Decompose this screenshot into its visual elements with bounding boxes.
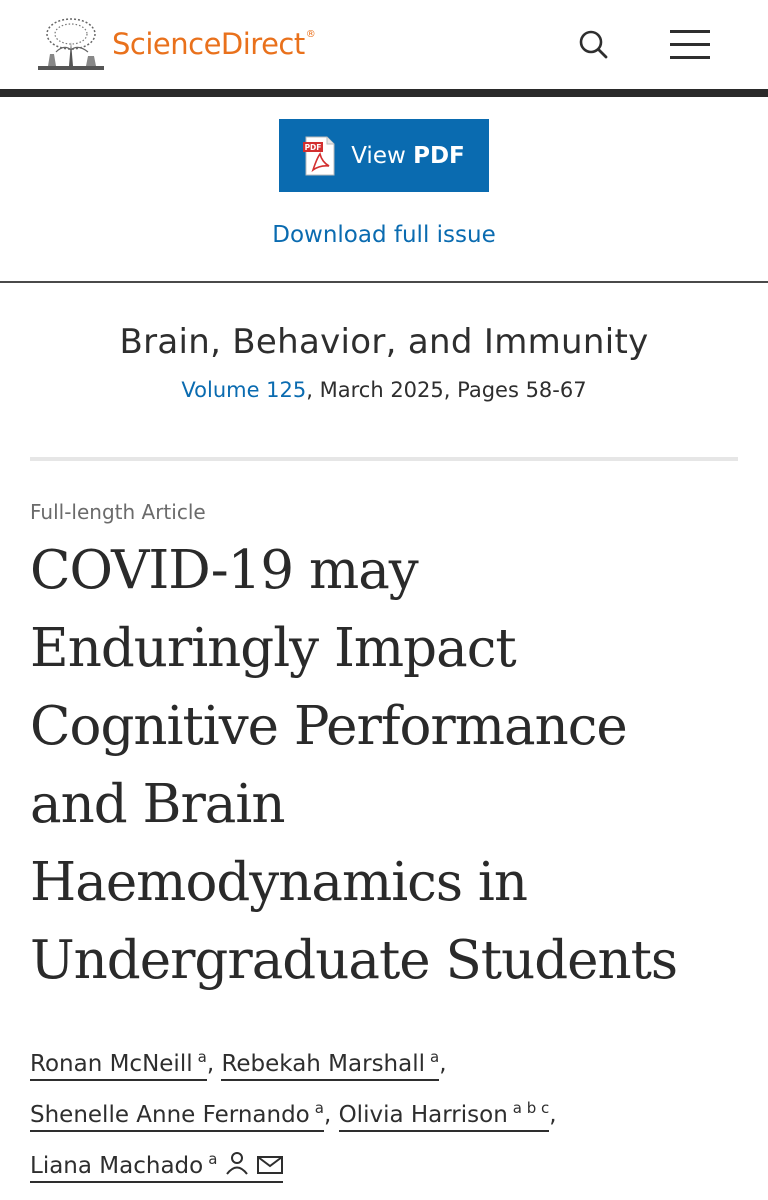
article-title <box>30 532 738 1000</box>
journal-divider <box>30 457 738 461</box>
affiliation-marker: a <box>430 1048 440 1066</box>
article-type-label: Full-length Article <box>30 500 206 524</box>
view-pdf-label: View PDF <box>351 142 465 169</box>
title-line: Cognitive Performance <box>30 696 627 757</box>
section-divider <box>0 281 768 283</box>
author-list: Ronan McNeill $^a$, Rebekah Marshall $^a$, Shenelle Anne Fernando $^a$, Olivia Harrison $^{a b c}$, Liana Machado $^a$ <box>30 1035 738 1188</box>
pdf-file-icon <box>303 136 337 176</box>
brand-name[interactable]: ScienceDirect® <box>112 27 316 61</box>
affiliation-marker: a <box>197 1048 207 1066</box>
journal-title[interactable]: Brain, Behavior, and Immunity <box>119 322 649 362</box>
volume-link[interactable]: Volume 125 <box>181 378 307 402</box>
author-link[interactable]: Rebekah Marshall $^a$ <box>221 1051 439 1081</box>
pdf-icon-text: PDF <box>304 142 322 152</box>
elsevier-tree-icon[interactable] <box>36 14 106 74</box>
person-icon <box>225 1151 249 1175</box>
affiliation-marker: a b c <box>512 1099 550 1117</box>
menu-button[interactable] <box>664 24 716 66</box>
title-line: Haemodynamics in <box>30 852 527 913</box>
affiliation-marker: a <box>208 1150 218 1168</box>
author-link[interactable]: Ronan McNeill $^a$ <box>30 1051 207 1081</box>
view-pdf-button[interactable] <box>279 119 489 192</box>
author-link[interactable]: Olivia Harrison $^{a b c}$ <box>339 1102 550 1132</box>
download-full-issue-link[interactable]: Download full issue <box>272 222 496 248</box>
envelope-icon <box>257 1155 283 1175</box>
issue-details: , March 2025, Pages 58-67 <box>306 378 587 402</box>
search-icon <box>574 24 614 66</box>
title-line: Undergraduate Students <box>30 930 678 991</box>
hamburger-menu-icon <box>664 24 716 66</box>
search-button[interactable] <box>574 24 614 66</box>
issue-info <box>0 378 768 402</box>
header-divider <box>0 89 768 97</box>
title-line: Enduringly Impact <box>30 618 516 679</box>
title-line: COVID-19 may <box>30 540 418 601</box>
top-header <box>0 0 768 90</box>
affiliation-marker: a <box>314 1099 324 1117</box>
author-link[interactable]: Shenelle Anne Fernando $^a$ <box>30 1102 324 1132</box>
author-link-corresponding[interactable]: Liana Machado $^a$ <box>30 1153 283 1183</box>
title-line: and Brain <box>30 774 285 835</box>
